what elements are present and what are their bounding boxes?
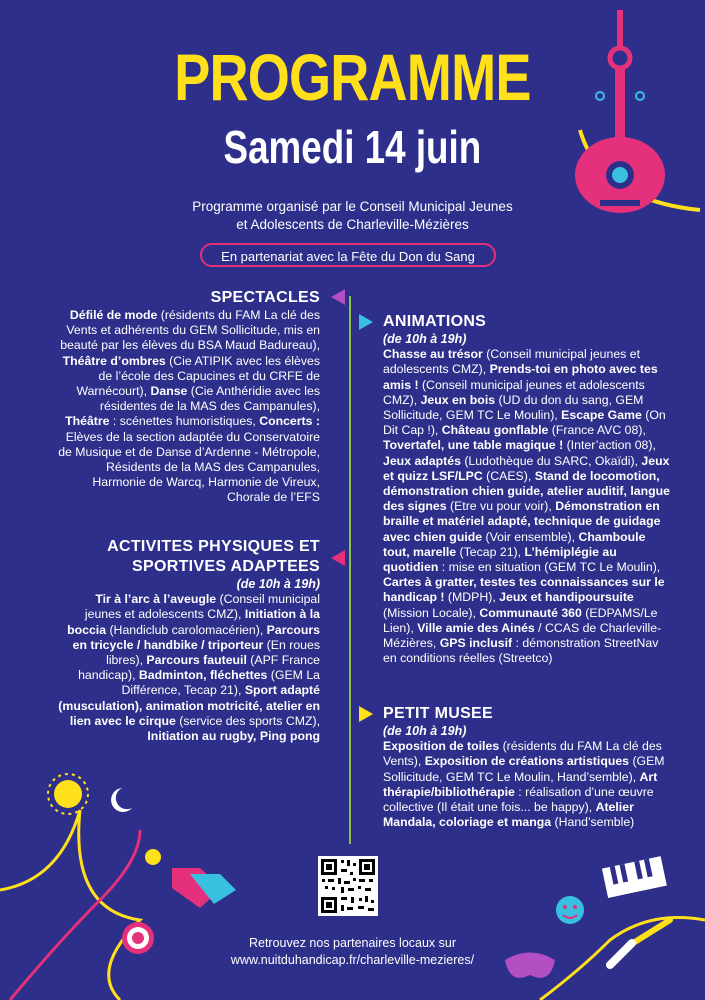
list-item: Théâtre d’ombres (Cie ATIPIK avec les élèves de l’école des Capucines et du CRFE de Warnécourt), [62,353,320,399]
list-item: Atelier Mandala, coloriage et manga (Hand’semble) [383,800,635,830]
spectacles-arrow-icon [331,289,345,305]
list-item: Jeux adaptés (Ludothèque du SARC, Okaïdi), [383,453,642,468]
handshake-icon [172,868,236,908]
sport-heading-line-2: SPORTIVES ADAPTEES [132,558,320,575]
partner-badge: En partenariat avec la Fête du Don du Sang [200,243,496,267]
spectacles-body [56,308,320,506]
footer-line-1: Retrouvez nos partenaires locaux sur [248,936,457,950]
list-item: Initiation au rugby, Ping pong [147,729,320,744]
list-item: Parcours fauteuil (APF France handicap), [78,653,320,683]
list-item: Initiation à la boccia (Handiclub carolomacérien), [67,607,320,637]
list-item: Tir à l’arc à l’aveugle (Conseil municipal jeunes et adolescents CMZ), [84,592,320,622]
list-item: Chamboule tout, marelle (Tecap 21), [383,529,646,559]
clown-face-icon [556,896,584,924]
event-date: Samedi 14 juin [223,121,482,173]
animations-body [383,347,673,666]
sun-icon [48,774,88,814]
footer-website-link[interactable]: www.nuitduhandicap.fr/charleville-mezieres/ [230,953,475,967]
ball-icon [145,849,161,865]
intro-text [150,198,555,234]
sport-arrow-icon [331,550,345,566]
list-item: Escape Game (On Dit Cap !), [383,408,666,438]
list-item: Danse (Cie Anthéridie avec les résidentes de la MAS des Campanules), [99,384,320,414]
animations-arrow-icon [359,314,373,330]
list-item: Sport adapté (musculation), animation motricité, atelier en lien avec le cirque (service des sports CMZ), [58,683,320,728]
spectacles-section [56,288,320,506]
list-item: Parcours en tricycle / handbike / triporteur (En roues libres), [72,622,320,668]
animations-heading: ANIMATIONS [383,313,487,330]
list-item: Jeux en bois (UD du don du sang, GEM Sollicitude, GEM TC Le Moulin), [383,392,644,423]
musee-arrow-icon [359,706,373,722]
musee-section [383,704,673,830]
musee-body [383,739,673,830]
list-item: L’hémiplégie au quotidien : mise en situation (GEM TC Le Moulin), [383,544,661,575]
spectacles-heading: SPECTACLES [210,289,320,306]
list-item: Badminton, fléchettes (GEM La Différence, Tecap 21), [121,668,320,698]
footer [150,935,555,969]
list-item: Communauté 360 (EDPAMS/Le Lien), [383,605,658,635]
musee-hours: (de 10h à 19h) [383,724,467,738]
animations-section [383,312,673,666]
musee-heading: PETIT MUSEE [383,705,493,722]
list-item: Art thérapie/bibliothérapie : réalisation d’une œuvre collective (Il était une fois... be happy), [383,769,658,815]
list-item: Tovertafel, une table magique ! (Inter’action 08), [383,438,656,453]
list-item: Jeux et handipoursuite (Mission Locale), [383,590,634,620]
list-item: Prends-toi en photo avec tes amis ! (Conseil municipal jeunes et adolescents CMZ), [383,362,658,407]
sport-body [56,592,320,744]
list-item: Démonstration en braille et matériel adapté, technique de guidage avec chien guide (Voir ensemble), [383,499,661,544]
piano-icon [602,856,667,898]
list-item: Ville amie des Ainés / CCAS de Charleville-Mézières, [383,620,662,651]
list-item: Défilé de mode (résidents du FAM La clé des Vents et adhérents du GEM Sollicitude, mis en beauté par les élèves du BSA Maud Badureau), [60,308,320,353]
list-item: Théâtre : scénettes humoristiques, [65,414,260,429]
column-divider [349,296,351,844]
sport-hours: (de 10h à 19h) [236,577,320,591]
moon-icon [111,788,132,812]
list-item: Château gonflable (France AVC 08), [441,423,646,438]
intro-line-1: Programme organisé par le Conseil Municipal Jeunes [192,199,513,214]
list-item: Stand de locomotion, démonstration chien guide, atelier auditif, langue des signes (Etre vu pour voir), [383,468,670,514]
page-title: PROGRAMME [174,40,531,114]
brush-icon [610,920,670,965]
list-item: Exposition de créations artistiques (GEM Sollicitude, GEM TC Le Moulin, Hand’semble), [383,754,665,784]
art-music-decoration [500,850,705,1000]
sport-section [56,537,320,744]
list-item: Jeux et quizz LSF/LPC (CAES), [383,453,670,483]
list-item: Chasse au trésor (Conseil municipal jeunes et adolescents CMZ), [383,347,641,377]
animations-hours: (de 10h à 19h) [383,332,467,346]
list-item: Exposition de toiles (résidents du FAM La clé des Vents), [383,739,662,769]
sport-heading-line-1: ACTIVITES PHYSIQUES ET [107,538,320,555]
intro-line-2: et Adolescents de Charleville-Mézières [236,217,469,232]
list-item: Cartes à gratter, testes tes connaissances sur le handicap ! (MDPH), [383,575,665,605]
list-item: GPS inclusif : démonstration StreetNav en conditions réelles (Streetco) [383,636,659,666]
list-item: Concerts : Elèves de la section adaptée du Conservatoire de Musique et de Danse d’Ardenne - Métropole, Résidents de la MAS des Campanules, Harmonie de Warcq, Harmonie de Vireux, Chorale de l’EFS [58,414,320,505]
qr-code-icon[interactable] [318,856,378,916]
